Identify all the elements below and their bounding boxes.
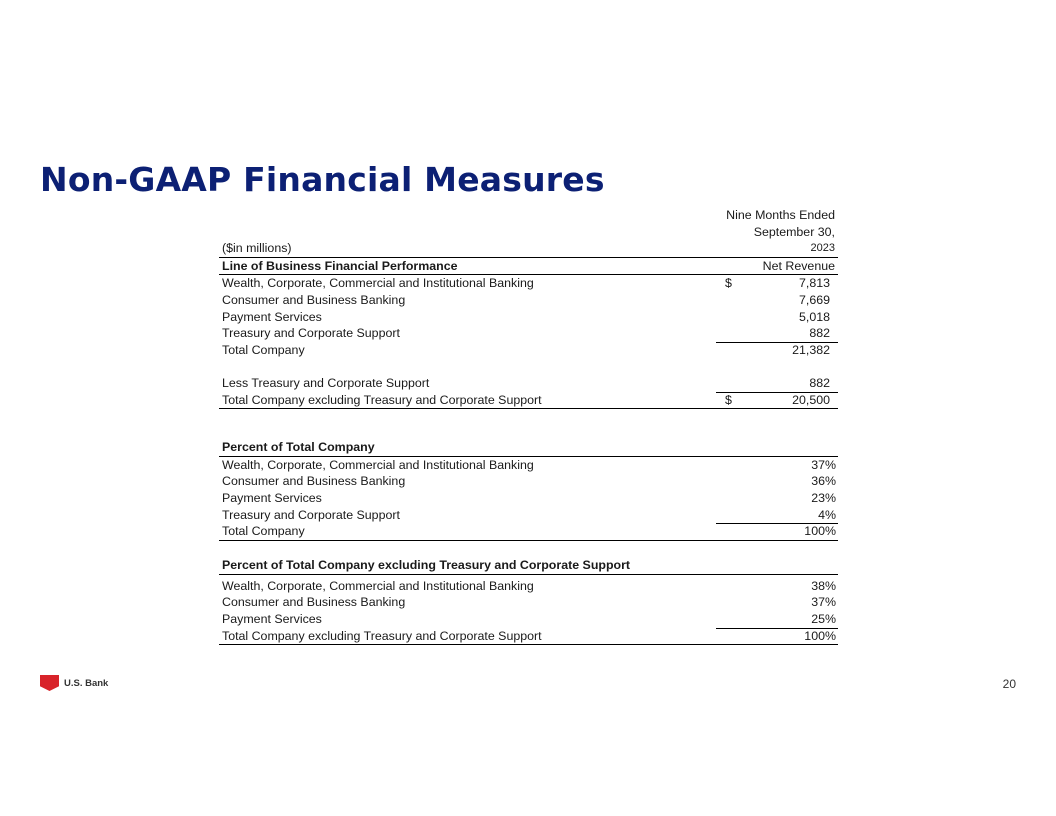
row-value: 23% (811, 490, 836, 505)
header-row-3 (219, 240, 838, 258)
row-value: 7,669 (798, 292, 830, 307)
table-row-total (219, 342, 838, 359)
table-row (219, 578, 838, 595)
row-value: 882 (809, 375, 830, 390)
table-row (219, 473, 838, 490)
row-value: 38% (811, 578, 836, 593)
header-row-2 (219, 224, 838, 241)
row-label: Consumer and Business Banking (222, 595, 406, 610)
table-row (219, 325, 838, 342)
row-value: 882 (809, 326, 830, 341)
table-row-total (219, 628, 838, 646)
row-label: Payment Services (222, 490, 322, 505)
units-label: ($in millions) (222, 241, 292, 256)
section3-header (219, 557, 838, 575)
row-label: Consumer and Business Banking (222, 474, 406, 489)
table-row-net (219, 392, 838, 410)
row-label: Treasury and Corporate Support (222, 326, 400, 341)
row-label: Payment Services (222, 612, 322, 627)
column-header-line2: September 30, (753, 224, 835, 239)
table-row (219, 594, 838, 611)
row-label: Total Company (222, 342, 305, 357)
header-row-1 (219, 207, 838, 224)
table-row (219, 507, 838, 524)
row-label: Total Company excluding Treasury and Corporate Support (222, 628, 542, 643)
row-value: 100% (804, 628, 836, 643)
row-label: Total Company (222, 524, 305, 539)
row-label: Consumer and Business Banking (222, 292, 406, 307)
row-value: 37% (811, 457, 836, 472)
row-label: Total Company excluding Treasury and Corporate Support (222, 392, 542, 407)
row-value: 100% (804, 524, 836, 539)
row-label: Payment Services (222, 309, 322, 324)
row-value: 4% (818, 507, 836, 522)
table-row (219, 275, 838, 292)
table-row (219, 309, 838, 326)
section1-header (219, 258, 838, 276)
table-row (219, 292, 838, 309)
row-value: 7,813 (798, 276, 830, 291)
row-value: 25% (811, 612, 836, 627)
table-row (219, 457, 838, 474)
logo-text: U.S. Bank (64, 677, 109, 689)
row-label: Less Treasury and Corporate Support (222, 375, 430, 390)
row-value: 37% (811, 595, 836, 610)
row-value: 36% (811, 474, 836, 489)
table-row (219, 490, 838, 507)
section2-header (219, 439, 838, 457)
page-title: Non-GAAP Financial Measures (40, 160, 605, 199)
us-bank-logo (40, 675, 108, 691)
row-label: Wealth, Corporate, Commercial and Institutional Banking (222, 578, 534, 593)
row-label: Treasury and Corporate Support (222, 507, 400, 522)
row-value: 20,500 (792, 392, 830, 407)
row-label: Wealth, Corporate, Commercial and Institutional Banking (222, 276, 534, 291)
net-revenue-label: Net Revenue (762, 258, 835, 273)
row-label: Wealth, Corporate, Commercial and Institutional Banking (222, 457, 534, 472)
page-number: 20 (1002, 677, 1016, 691)
shield-icon (40, 675, 59, 691)
currency-symbol: $ (725, 392, 732, 407)
financial-table (219, 207, 838, 645)
column-header-line1: Nine Months Ended (726, 208, 835, 222)
year-label: 2023 (810, 242, 835, 255)
currency-symbol: $ (725, 276, 732, 291)
table-row (219, 611, 838, 628)
row-value: 21,382 (792, 342, 830, 357)
table-row-less (219, 375, 838, 392)
section3-title: Percent of Total Company excluding Treasury and Corporate Support (222, 558, 631, 573)
section1-title: Line of Business Financial Performance (222, 258, 458, 273)
section2-title: Percent of Total Company (222, 440, 375, 455)
table-row-total (219, 523, 838, 541)
row-value: 5,018 (798, 309, 830, 324)
